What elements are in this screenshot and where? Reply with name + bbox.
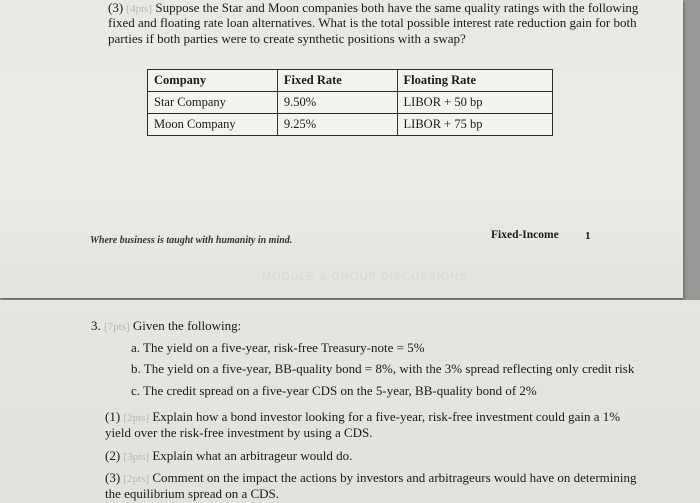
- table-cell: Star Company: [148, 92, 278, 114]
- table-cell: 9.25%: [277, 114, 397, 136]
- table-cell: LIBOR + 50 bp: [397, 92, 552, 114]
- question-line-2: fixed and floating rate loan alternatives. What is the total possible interest rate reduction gain for both: [108, 15, 637, 30]
- subquestion-number: (1): [105, 409, 121, 424]
- footer-page-number: 1: [585, 230, 591, 242]
- subquestion-number: (3): [105, 470, 121, 485]
- loan-rate-table: [147, 69, 553, 136]
- question-line-3: parties if both parties were to create synthetic positions with a swap?: [108, 31, 466, 46]
- question-number: 3.: [91, 318, 101, 333]
- subquestion-line: yield over the risk-free investment by using a CDS.: [105, 425, 373, 440]
- subquestion-points: [2pts]: [123, 473, 150, 485]
- table-row: [148, 92, 553, 114]
- list-item: b. The yield on a five-year, BB-quality bond = 8%, with the 3% spread reflecting only credit risk: [131, 361, 635, 376]
- subquestion-line: the equilibrium spread on a CDS.: [105, 486, 280, 501]
- table-cell: 9.50%: [277, 92, 397, 114]
- list-item: a. The yield on a five-year, risk-free Treasury-note = 5%: [131, 340, 425, 355]
- footer-motto: Where business is taught with humanity in mind.: [90, 235, 293, 246]
- subquestion-line: Comment on the impact the actions by investors and arbitrageurs would have on determining: [152, 470, 637, 485]
- question-line-1: Suppose the Star and Moon companies both have the same quality ratings with the following: [155, 0, 639, 15]
- table-header-row: [148, 70, 553, 92]
- list-item: c. The credit spread on a five-year CDS on the 5-year, BB-quality bond of 2%: [131, 383, 537, 398]
- subquestion-points: [3pts]: [123, 451, 150, 463]
- table-cell: LIBOR + 75 bp: [397, 114, 552, 136]
- subquestion-1: [105, 409, 620, 426]
- question-3b-header: [91, 318, 241, 335]
- table-cell: Moon Company: [148, 114, 278, 136]
- table-header-fixed: Fixed Rate: [277, 70, 397, 92]
- question-points: [4pts]: [126, 3, 153, 15]
- table-header-company: Company: [148, 70, 278, 92]
- footer-course: Fixed-Income: [491, 229, 559, 241]
- table-row: [148, 114, 553, 136]
- subquestion-line: Explain what an arbitrageur would do.: [152, 448, 353, 463]
- subquestion-3: [105, 470, 636, 487]
- subquestion-line: Explain how a bond investor looking for a five-year, risk-free investment could gain a 1%: [152, 409, 621, 424]
- table-header-floating: Floating Rate: [397, 70, 552, 92]
- question-number: (3): [108, 0, 124, 15]
- subquestion-points: [2pts]: [123, 412, 150, 424]
- subquestion-number: (2): [105, 448, 121, 463]
- question-intro: Given the following:: [132, 318, 242, 333]
- subquestion-2: [105, 448, 352, 465]
- question-points: [7pts]: [104, 321, 130, 333]
- watermark-text: MODULE & GROUP DISCUSSIONS: [262, 271, 468, 283]
